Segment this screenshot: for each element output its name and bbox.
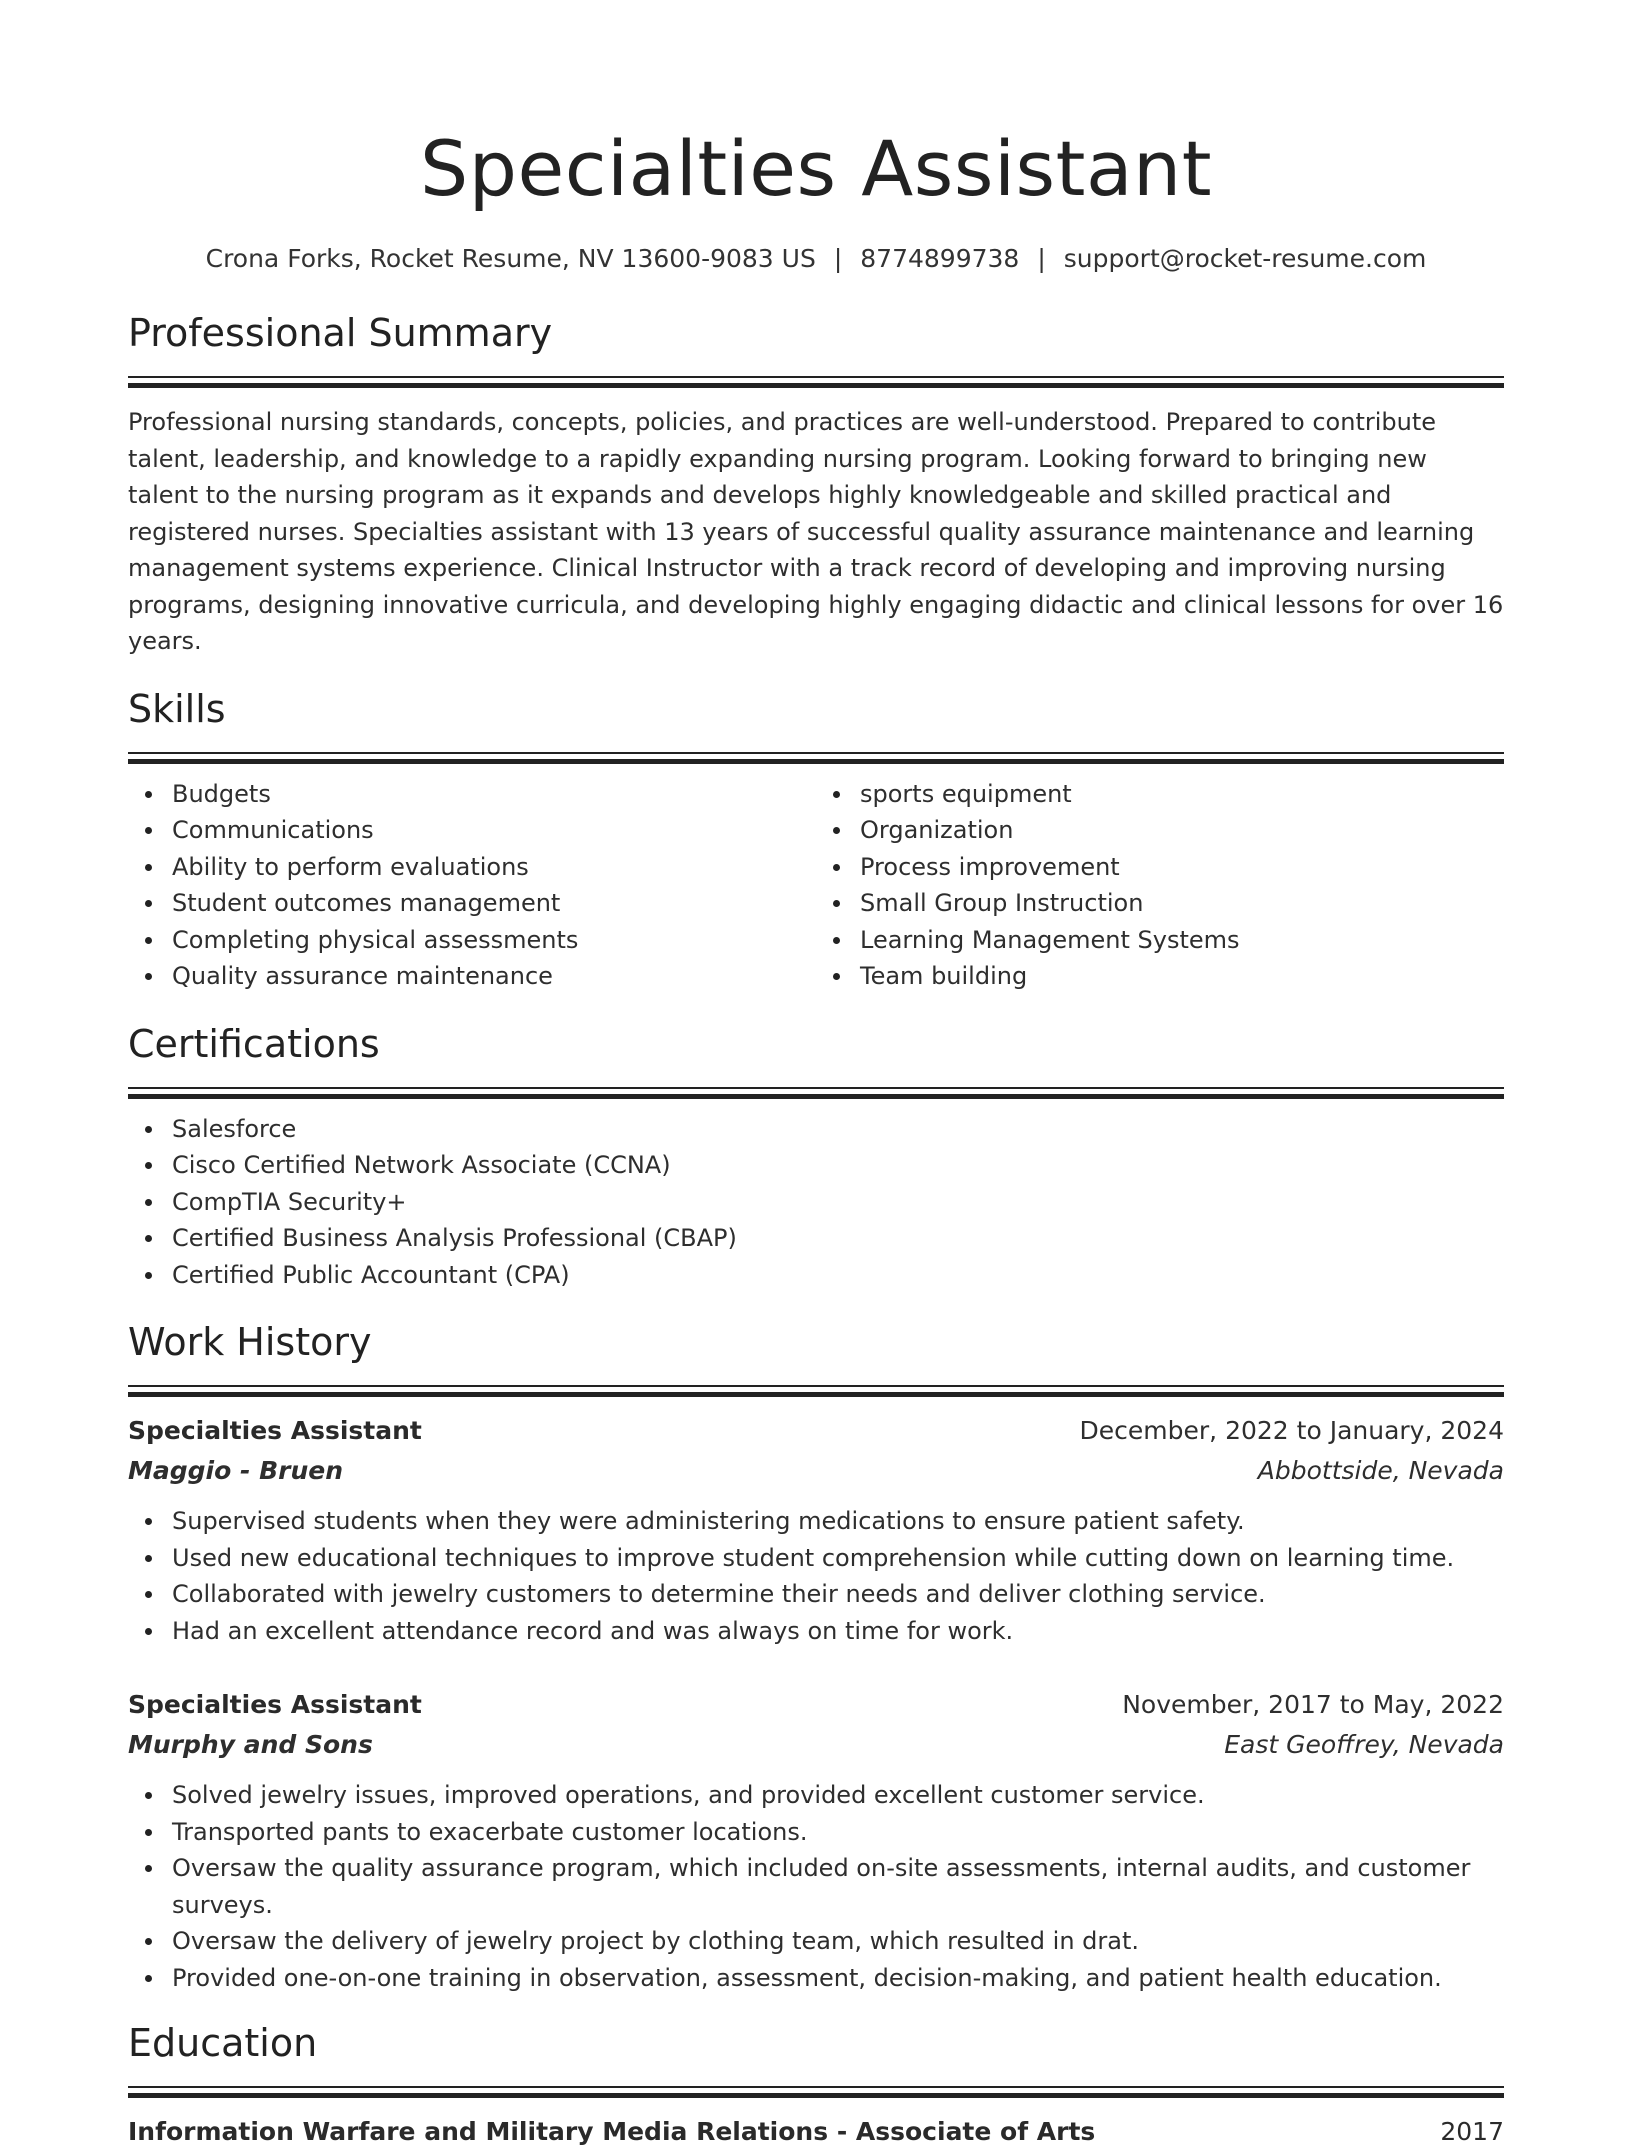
section-title-skills: Skills <box>128 686 226 731</box>
certification-item: CompTIA Security+ <box>172 1184 1504 1221</box>
section-title-education: Education <box>128 2021 318 2065</box>
section-divider <box>128 1385 1504 1397</box>
job-entry <box>128 1411 1504 1649</box>
skill-item: Communications <box>172 812 816 849</box>
skill-item: Organization <box>860 812 1504 849</box>
contact-separator: | <box>1037 244 1046 273</box>
skill-item: Quality assurance maintenance <box>172 958 816 995</box>
job-bullet: Transported pants to exacerbate customer locations. <box>172 1814 1504 1851</box>
education-section <box>128 2020 1504 2152</box>
job-company-row <box>128 1725 1504 1765</box>
skill-item: Process improvement <box>860 849 1504 886</box>
skill-item: Learning Management Systems <box>860 922 1504 959</box>
section-title-work-history: Work History <box>128 1320 372 1364</box>
skill-item: Small Group Instruction <box>860 885 1504 922</box>
summary-section <box>128 310 1504 660</box>
resume-page <box>128 0 1504 2152</box>
resume-name: Specialties Assistant <box>420 124 1212 213</box>
section-divider <box>128 752 1504 764</box>
job-title: Specialties Assistant <box>128 1690 422 1719</box>
skills-grid <box>128 776 1504 995</box>
section-divider <box>128 376 1504 388</box>
section-divider <box>128 2086 1504 2098</box>
job-bullets <box>128 1503 1504 1649</box>
skills-list-right <box>816 776 1504 995</box>
skills-list-left <box>128 776 816 995</box>
contact-phone: 8774899738 <box>860 244 1020 273</box>
contact-separator: | <box>833 244 843 273</box>
certifications-list <box>128 1111 1504 1294</box>
skill-item: Team building <box>860 958 1504 995</box>
job-location: Abbottside, Nevada <box>1257 1456 1504 1485</box>
job-company: Murphy and Sons <box>128 1730 373 1759</box>
job-header-row <box>128 1685 1504 1725</box>
certification-item: Certified Business Analysis Professional (CBAP) <box>172 1220 1504 1257</box>
summary-text: Professional nursing standards, concepts, policies, and practices are well-understood. Prepared to contribute talent, leadership, and knowledge to a rapidly expanding nursing program. Looking forward to bringing new talent to the nursing program as it expands and develops highly knowledgeable and skilled practical and registered nurses. Specialties assistant with 13 years of successful quality assurance maintenance and learning management systems experience. Clinical Instructor with a track record of developing and improving nursing programs, designing innovative curricula, and developing highly engaging didactic and clinical lessons for over 16 years. <box>128 408 1504 655</box>
job-header-row <box>128 1411 1504 1451</box>
skills-section <box>128 686 1504 995</box>
work-history-section <box>128 1319 1504 1996</box>
job-bullet: Solved jewelry issues, improved operations, and provided excellent customer service. <box>172 1777 1504 1814</box>
job-bullets <box>128 1777 1504 1996</box>
job-dates: December, 2022 to January, 2024 <box>1079 1416 1504 1445</box>
job-bullet: Supervised students when they were administering medications to ensure patient safety. <box>172 1503 1504 1540</box>
job-company-row <box>128 1451 1504 1491</box>
section-title-summary: Professional Summary <box>128 311 553 355</box>
education-degree: Information Warfare and Military Media Relations - Associate of Arts <box>128 2117 1096 2146</box>
education-year: 2017 <box>1440 2117 1504 2146</box>
contact-line <box>128 242 1504 276</box>
skill-item: Budgets <box>172 776 816 813</box>
certification-item: Cisco Certified Network Associate (CCNA) <box>172 1147 1504 1184</box>
section-title-certifications: Certifications <box>128 1021 380 1066</box>
contact-address: Crona Forks, Rocket Resume, NV 13600-9083 US <box>205 244 816 273</box>
contact-email: support@rocket-resume.com <box>1063 244 1427 273</box>
skill-item: Ability to perform evaluations <box>172 849 816 886</box>
certifications-section <box>128 1021 1504 1294</box>
job-location: East Geoffrey, Nevada <box>1224 1730 1504 1759</box>
certification-item: Salesforce <box>172 1111 1504 1148</box>
job-dates: November, 2017 to May, 2022 <box>1122 1690 1504 1719</box>
skill-item: Student outcomes management <box>172 885 816 922</box>
certification-item: Certified Public Accountant (CPA) <box>172 1257 1504 1294</box>
job-bullet: Oversaw the quality assurance program, which included on-site assessments, internal audits, and customer surveys. <box>172 1850 1504 1923</box>
skill-item: Completing physical assessments <box>172 922 816 959</box>
job-bullet: Had an excellent attendance record and was always on time for work. <box>172 1613 1504 1650</box>
job-entry <box>128 1685 1504 1996</box>
skill-item: sports equipment <box>860 776 1504 813</box>
job-bullet: Oversaw the delivery of jewelry project by clothing team, which resulted in drat. <box>172 1923 1504 1960</box>
job-bullet: Collaborated with jewelry customers to determine their needs and deliver clothing service. <box>172 1576 1504 1613</box>
job-bullet: Provided one-on-one training in observation, assessment, decision-making, and patient health education. <box>172 1960 1504 1997</box>
education-entry <box>128 2112 1504 2152</box>
job-bullet: Used new educational techniques to improve student comprehension while cutting down on learning time. <box>172 1540 1504 1577</box>
job-company: Maggio - Bruen <box>128 1456 344 1485</box>
job-title: Specialties Assistant <box>128 1416 422 1445</box>
section-divider <box>128 1087 1504 1099</box>
